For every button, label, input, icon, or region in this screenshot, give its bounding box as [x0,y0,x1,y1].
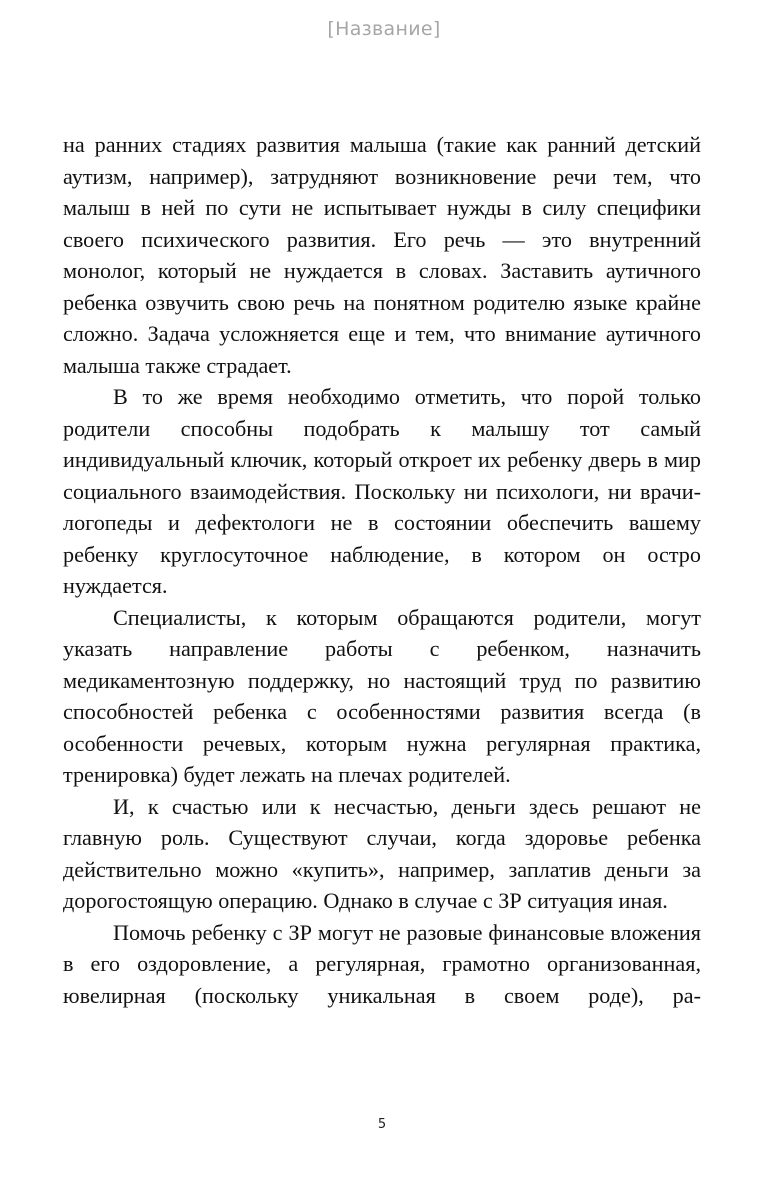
paragraph: И, к счастью или к несчастью, деньги здесь решают не главную роль. Существуют случаи, когда здоровье ребенка действительно можно «купить», например, заплатив деньги за дорогостоящую операцию. Однако в случае с ЗР ситуация иная. [63,793,701,913]
page-number: 5 [377,1117,387,1132]
body-text [63,129,701,1011]
paragraph: Специалисты, к которым обращаются родители, могут указать направление работы с ребенком, назначить медикаментозную поддержку, но настоящий труд по развитию способностей ребенка с особенностями развития всегда (в особенности речевых, которым нужна регулярная практика, тренировка) будет лежать на плечах родителей. [63,604,701,787]
running-header-title: [Название] [327,18,441,40]
paragraph: В то же время необходимо отметить, что порой только родители способны подобрать к малышу тот самый индивидуальный ключик, который откроет их ребенку дверь в мир социального взаимодействия. Поскольку ни психологи, ни врачи-логопеды и дефектологи не в состоянии обеспечить вашему ребенку круглосуточное наблюдение, в котором он остро нуждается. [63,384,701,598]
paragraph-continuation: на ранних стадиях развития малыша (такие как ранний детский аутизм, например), затрудняют возникновение речи тем, что малыш в ней по сути не испытывает нужды в силу специфики своего психического развития. Его речь — это внутренний монолог, который не нуждается в словах. Заставить аутичного ребенка озвучить свою речь на понятном родителю языке крайне сложно. Задача усложняется еще и тем, что внимание аутичного малыша также страдает. [63,132,701,378]
paragraph-continues-next-page: Помочь ребенку с ЗР могут не разовые финансовые вложения в его оздоровление, а регулярная, грамотно организованная, ювелирная (поскольку уникальная в своем роде), ра- [63,919,701,1008]
